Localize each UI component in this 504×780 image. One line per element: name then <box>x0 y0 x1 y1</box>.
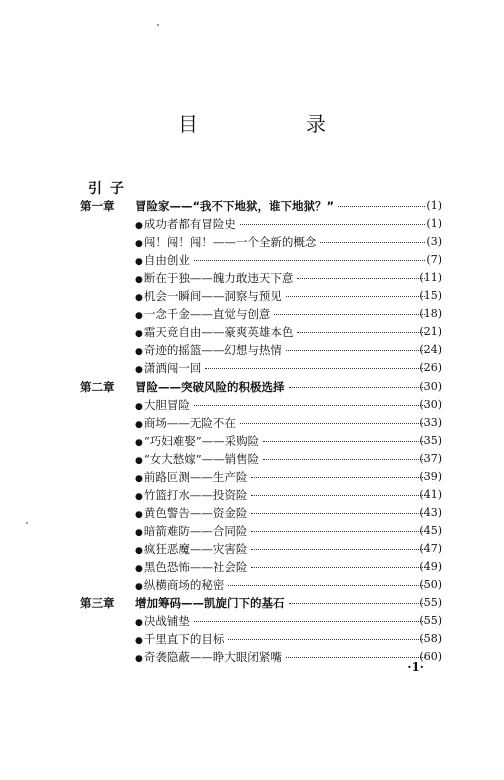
bullet-icon: ● <box>135 618 143 629</box>
toc-entry-row <box>0 341 504 359</box>
page-ref: (43) <box>419 505 442 519</box>
toc-entry-row <box>0 558 504 576</box>
dot-leader <box>289 387 426 388</box>
toc-entry <box>135 233 429 253</box>
toc-entry-row <box>0 468 504 486</box>
dot-leader <box>320 242 425 243</box>
toc-entry-row <box>0 215 504 233</box>
toc-chapter-row <box>0 197 504 215</box>
toc-entry-row <box>0 251 504 269</box>
dot-leader <box>194 405 425 406</box>
bullet-icon: ● <box>135 221 143 232</box>
dot-leader <box>274 314 425 315</box>
dot-leader <box>205 368 425 369</box>
page-ref: (1) <box>426 199 442 212</box>
entry-title: 一念千金——直觉与创意 <box>143 307 271 322</box>
toc-entry-row <box>0 396 504 414</box>
page-ref: (30) <box>419 397 442 411</box>
toc-entry <box>135 450 429 470</box>
toc-chapter-row <box>0 378 504 396</box>
entry-title: 竹篮打水——投资险 <box>143 487 248 502</box>
bullet-icon: ● <box>135 239 143 250</box>
page-ref: (11) <box>419 271 442 285</box>
entry-title: 潇洒闯一回 <box>143 361 202 376</box>
entry-title: 黑色恐怖——社会险 <box>143 560 248 574</box>
entry-title: 决战铺垫 <box>143 614 190 629</box>
dot-leader <box>286 350 425 351</box>
page-ref: (39) <box>419 469 442 483</box>
page-ref: (60) <box>419 650 442 664</box>
toc-entry <box>135 648 429 668</box>
entry-title: 商场——无险不在 <box>143 415 236 430</box>
page-ref: (50) <box>419 578 442 592</box>
bullet-icon: ● <box>135 473 143 484</box>
page-ref: (45) <box>419 523 442 537</box>
toc-entry <box>135 468 429 488</box>
bullet-icon: ● <box>135 257 143 268</box>
page-ref: (33) <box>419 415 442 429</box>
page-ref: (55) <box>419 596 442 610</box>
toc-entry <box>135 576 429 596</box>
toc-entry-row <box>0 414 504 432</box>
toc-entry <box>135 396 429 416</box>
toc-entry-row <box>0 486 504 504</box>
dot-leader <box>289 603 426 604</box>
bullet-icon: ● <box>135 636 143 647</box>
dot-leader <box>251 513 425 514</box>
toc-entry <box>135 432 429 452</box>
entry-title: 闯！闯！闯！——一个全新的概念 <box>143 235 317 250</box>
toc-entry <box>135 215 429 235</box>
entry-title: 黄色警告——资金险 <box>143 505 248 520</box>
page-ref: (1) <box>426 217 442 231</box>
bullet-icon: ● <box>135 275 143 286</box>
toc-entry <box>135 558 429 578</box>
entry-title: 奇迹的摇篮——幻想与热情 <box>143 343 282 358</box>
chapter-title: 增加筹码——凯旋门下的基石 <box>135 596 285 611</box>
entry-title: 前路叵测——生产险 <box>143 469 248 484</box>
scan-speck <box>157 24 159 26</box>
dot-leader <box>297 278 425 279</box>
toc-entry <box>135 269 429 289</box>
toc-entry-row <box>0 359 504 377</box>
toc-entry-row <box>0 504 504 522</box>
bullet-icon: ● <box>135 365 143 376</box>
bullet-icon: ● <box>135 491 143 502</box>
dot-leader <box>194 260 425 261</box>
page-ref: (26) <box>419 361 442 375</box>
entry-title: 成功者都有冒险史 <box>143 217 236 232</box>
bullet-icon: ● <box>135 455 143 466</box>
page-ref: (7) <box>426 253 442 267</box>
chapter-label: 第三章 <box>80 596 115 611</box>
entry-title: “巧妇难娶”——采购险 <box>143 433 260 448</box>
dot-leader <box>338 206 425 207</box>
page-ref: (47) <box>419 541 442 555</box>
toc-entry-row <box>0 522 504 540</box>
toc-entry-row <box>0 540 504 558</box>
toc-entry <box>135 197 429 215</box>
entry-title: 霜天竞自由——豪爽英雄本色 <box>143 325 294 340</box>
dot-leader <box>228 639 425 640</box>
toc-entry-row <box>0 630 504 648</box>
toc-entry-row <box>0 323 504 341</box>
toc-entry <box>135 378 429 396</box>
dot-leader <box>297 332 425 333</box>
chapter-title: 冒险——突破风险的积极选择 <box>135 379 285 394</box>
dot-leader <box>286 296 425 297</box>
toc-entry <box>135 251 429 271</box>
toc-entry-row <box>0 305 504 323</box>
page-ref: (55) <box>419 614 442 628</box>
toc-entry-row <box>0 450 504 468</box>
toc-entry <box>135 305 429 325</box>
dot-leader <box>228 585 425 586</box>
dot-leader <box>263 441 425 442</box>
page-ref: (49) <box>419 560 442 573</box>
dot-leader <box>251 495 425 496</box>
entry-title: 疯狂恶魔——灾害险 <box>143 541 248 556</box>
entry-title: 纵横商场的秘密 <box>143 578 225 593</box>
page-ref: (58) <box>419 632 442 646</box>
bullet-icon: ● <box>135 401 143 412</box>
dot-leader <box>240 224 425 225</box>
dot-leader <box>263 459 425 460</box>
toc-entry <box>135 522 429 542</box>
page-title: 目 录 <box>178 112 370 136</box>
toc-entry-row <box>0 648 504 666</box>
bullet-icon: ● <box>135 419 143 430</box>
bullet-icon: ● <box>135 437 143 448</box>
dot-leader <box>251 549 425 550</box>
bullet-icon: ● <box>135 564 143 574</box>
toc-entry <box>135 486 429 506</box>
toc-entry-row <box>0 287 504 305</box>
bullet-icon: ● <box>135 582 143 593</box>
toc-entry <box>135 414 429 434</box>
bullet-icon: ● <box>135 545 143 556</box>
page-ref: (24) <box>419 343 442 357</box>
dot-leader <box>251 477 425 478</box>
toc-entry <box>135 540 429 560</box>
entry-title: 奇袭隐蔽——睁大眼闭紧嘴 <box>143 650 282 665</box>
page-ref: (15) <box>419 289 442 303</box>
page-ref: (41) <box>419 487 442 501</box>
entry-title: 机会一瞬间——洞察与预见 <box>143 289 282 304</box>
toc-entry-row <box>0 576 504 594</box>
dot-leader <box>251 567 425 568</box>
toc-entry <box>135 323 429 343</box>
page-number: ·1· <box>407 660 424 674</box>
toc-entry-row <box>0 612 504 630</box>
entry-title: 暗箭难防——合同险 <box>143 523 248 538</box>
bullet-icon: ● <box>135 293 143 304</box>
dot-leader <box>194 621 425 622</box>
toc-entry <box>135 359 429 379</box>
entry-title: 断在于独——魄力敢违天下意 <box>143 271 294 286</box>
entry-title: 千里直下的目标 <box>143 632 225 647</box>
chapter-title: 冒险家——“我不下地狱，谁下地狱？” <box>135 199 335 213</box>
bullet-icon: ● <box>135 311 143 322</box>
toc-entry <box>135 287 429 307</box>
page-ref: (3) <box>426 235 442 249</box>
bullet-icon: ● <box>135 654 143 665</box>
dot-leader <box>240 423 425 424</box>
entry-title: “女大愁嫁”——销售险 <box>143 451 260 466</box>
intro-heading: 引子 <box>88 181 132 197</box>
toc-entry-row <box>0 233 504 251</box>
toc-entry-row <box>0 269 504 287</box>
bullet-icon: ● <box>135 527 143 538</box>
toc-entry <box>135 504 429 524</box>
toc-entry <box>135 612 429 632</box>
dot-leader <box>251 531 425 532</box>
page-ref: (18) <box>419 307 442 321</box>
bullet-icon: ● <box>135 509 143 520</box>
page-ref: (21) <box>419 325 442 339</box>
page-ref: (35) <box>419 433 442 447</box>
entry-title: 自由创业 <box>143 253 190 268</box>
bullet-icon: ● <box>135 347 143 358</box>
toc-entry <box>135 630 429 650</box>
chapter-label: 第二章 <box>80 379 115 394</box>
page-ref: (37) <box>419 451 442 465</box>
toc-entry-row <box>0 432 504 450</box>
entry-title: 大胆冒险 <box>143 397 190 412</box>
toc-entry <box>135 341 429 361</box>
toc-entry <box>135 594 429 612</box>
dot-leader <box>286 657 425 658</box>
chapter-label: 第一章 <box>80 199 115 213</box>
toc-chapter-row <box>0 594 504 612</box>
bullet-icon: ● <box>135 329 143 340</box>
page-ref: (30) <box>419 379 442 393</box>
